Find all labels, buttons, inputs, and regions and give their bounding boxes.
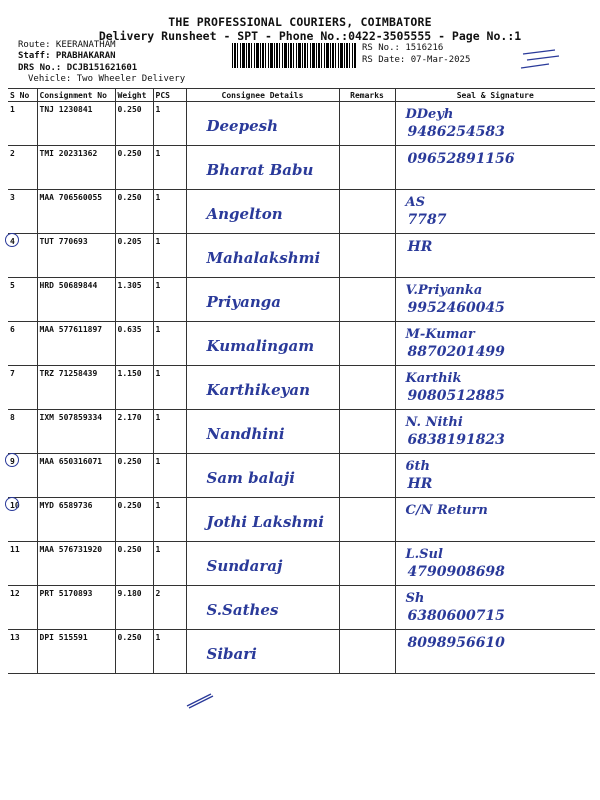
signature-handwriting: C/N Return xyxy=(405,503,488,518)
cell-consignee xyxy=(186,542,339,586)
cell-seal xyxy=(395,102,595,146)
phone-handwriting: 6380600715 xyxy=(407,608,505,624)
circle-mark xyxy=(5,497,19,511)
signature-handwriting: DDeyh xyxy=(405,107,454,122)
table-row xyxy=(8,102,595,146)
col-header-consignment: Consignment No xyxy=(37,89,115,102)
cell-pcs: 1 xyxy=(153,410,186,454)
signature-handwriting: V.Priyanka xyxy=(405,283,483,298)
col-header-weight: Weight xyxy=(115,89,153,102)
consignee-handwriting: Sibari xyxy=(206,645,257,663)
phone-handwriting: HR xyxy=(407,239,433,255)
phone-handwriting: 9952460045 xyxy=(407,300,505,316)
cell-weight: 1.150 xyxy=(115,366,153,410)
cell-remarks xyxy=(339,542,395,586)
cell-consignment: MAA 576731920 xyxy=(37,542,115,586)
phone-handwriting: 6838191823 xyxy=(407,432,505,448)
cell-sno: 9 xyxy=(8,454,37,498)
cell-sno: 1 xyxy=(8,102,37,146)
cell-seal xyxy=(395,498,595,542)
cell-remarks xyxy=(339,366,395,410)
consignee-handwriting: Karthikeyan xyxy=(206,381,310,399)
cell-pcs: 1 xyxy=(153,102,186,146)
consignee-handwriting: Priyanga xyxy=(206,293,281,311)
cell-weight: 9.180 xyxy=(115,586,153,630)
cell-seal xyxy=(395,542,595,586)
cell-consignee xyxy=(186,190,339,234)
col-header-seal: Seal & Signature xyxy=(395,89,595,102)
cell-seal xyxy=(395,410,595,454)
cell-seal xyxy=(395,630,595,674)
barcode xyxy=(232,43,356,68)
cell-weight: 0.250 xyxy=(115,542,153,586)
table-row xyxy=(8,322,595,366)
table-row xyxy=(8,630,595,674)
cell-pcs: 1 xyxy=(153,278,186,322)
table-row xyxy=(8,366,595,410)
phone-handwriting: 8870201499 xyxy=(407,344,505,360)
cell-weight: 0.250 xyxy=(115,102,153,146)
cell-remarks xyxy=(339,410,395,454)
cell-sno: 12 xyxy=(8,586,37,630)
phone-handwriting: 8098956610 xyxy=(407,635,505,651)
col-header-sno: S No xyxy=(8,89,37,102)
cell-seal xyxy=(395,366,595,410)
cell-weight: 1.305 xyxy=(115,278,153,322)
cell-weight: 0.250 xyxy=(115,498,153,542)
cell-remarks xyxy=(339,234,395,278)
cell-sno: 11 xyxy=(8,542,37,586)
cell-consignee xyxy=(186,322,339,366)
pen-scribble-mark xyxy=(515,46,565,76)
table-row xyxy=(8,190,595,234)
cell-consignment: HRD 50689844 xyxy=(37,278,115,322)
consignee-handwriting: Nandhini xyxy=(206,425,285,443)
consignee-handwriting: Sam balaji xyxy=(206,469,295,487)
consignee-handwriting: Angelton xyxy=(206,205,283,223)
table-row xyxy=(8,234,595,278)
cell-sno: 13 xyxy=(8,630,37,674)
signature-handwriting: Sh xyxy=(405,591,425,606)
phone-handwriting: 9486254583 xyxy=(407,124,505,140)
cell-weight: 0.250 xyxy=(115,630,153,674)
table-row xyxy=(8,586,595,630)
cell-weight: 0.250 xyxy=(115,190,153,234)
consignee-handwriting: Bharat Babu xyxy=(206,161,314,179)
cell-consignment: IXM 507859334 xyxy=(37,410,115,454)
signature-handwriting: L.Sul xyxy=(405,547,443,562)
phone-handwriting: HR xyxy=(407,476,433,492)
signature-handwriting: 6th xyxy=(405,459,431,474)
runsheet-table xyxy=(8,88,595,674)
cell-remarks xyxy=(339,454,395,498)
consignee-handwriting: Kumalingam xyxy=(206,337,315,355)
cell-remarks xyxy=(339,322,395,366)
cell-seal xyxy=(395,278,595,322)
table-row xyxy=(8,146,595,190)
circle-mark xyxy=(5,453,19,467)
cell-consignment: MAA 706560055 xyxy=(37,190,115,234)
cell-consignment: TRZ 71258439 xyxy=(37,366,115,410)
cell-remarks xyxy=(339,586,395,630)
cell-pcs: 1 xyxy=(153,322,186,366)
cell-consignee xyxy=(186,630,339,674)
cell-consignee xyxy=(186,366,339,410)
table-row xyxy=(8,498,595,542)
cell-sno: 10 xyxy=(8,498,37,542)
phone-handwriting: 4790908698 xyxy=(407,564,505,580)
phone-handwriting: 09652891156 xyxy=(407,151,515,167)
cell-consignment: TUT 770693 xyxy=(37,234,115,278)
circle-mark xyxy=(5,233,19,247)
cell-seal xyxy=(395,586,595,630)
cell-consignment: TMI 20231362 xyxy=(37,146,115,190)
cell-consignment: MAA 650316071 xyxy=(37,454,115,498)
cell-consignment: MYD 6589736 xyxy=(37,498,115,542)
cell-pcs: 1 xyxy=(153,542,186,586)
table-header-row xyxy=(8,89,595,102)
table-row xyxy=(8,410,595,454)
cell-seal xyxy=(395,322,595,366)
cell-remarks xyxy=(339,278,395,322)
table-row xyxy=(8,278,595,322)
consignee-handwriting: Sundaraj xyxy=(206,557,283,575)
cell-consignment: PRT 5170893 xyxy=(37,586,115,630)
cell-consignee xyxy=(186,498,339,542)
rs-number: RS No.: 1516216 xyxy=(362,43,444,53)
cell-sno: 8 xyxy=(8,410,37,454)
cell-pcs: 1 xyxy=(153,146,186,190)
cell-weight: 0.635 xyxy=(115,322,153,366)
cell-weight: 0.205 xyxy=(115,234,153,278)
cell-sno: 6 xyxy=(8,322,37,366)
cell-pcs: 1 xyxy=(153,454,186,498)
cell-remarks xyxy=(339,146,395,190)
document-subtitle: Delivery Runsheet - SPT - Phone No.:0422-3505555 - Page No.:1 xyxy=(98,29,522,43)
cell-consignee xyxy=(186,234,339,278)
cell-seal xyxy=(395,454,595,498)
cell-weight: 0.250 xyxy=(115,146,153,190)
cell-consignee xyxy=(186,454,339,498)
cell-pcs: 1 xyxy=(153,366,186,410)
cell-sno: 3 xyxy=(8,190,37,234)
cell-sno: 2 xyxy=(8,146,37,190)
cell-remarks xyxy=(339,630,395,674)
col-header-pcs: PCS xyxy=(153,89,186,102)
cell-seal xyxy=(395,146,595,190)
signature-handwriting: N. Nithi xyxy=(405,415,463,430)
cell-consignee xyxy=(186,410,339,454)
consignee-handwriting: Mahalakshmi xyxy=(206,249,321,267)
signature-handwriting: M-Kumar xyxy=(405,327,475,342)
cell-consignment: MAA 577611897 xyxy=(37,322,115,366)
col-header-consignee: Consignee Details xyxy=(186,89,339,102)
phone-handwriting: 7787 xyxy=(407,212,447,228)
consignee-handwriting: Jothi Lakshmi xyxy=(206,513,324,531)
cell-sno: 4 xyxy=(8,234,37,278)
consignee-handwriting: Deepesh xyxy=(206,117,278,135)
cell-pcs: 1 xyxy=(153,498,186,542)
cell-seal xyxy=(395,234,595,278)
cell-remarks xyxy=(339,190,395,234)
cell-consignment: TNJ 1230841 xyxy=(37,102,115,146)
cell-weight: 0.250 xyxy=(115,454,153,498)
cell-consignment: DPI 515591 xyxy=(37,630,115,674)
drs-line: DRS No.: DCJB151621601 xyxy=(18,63,138,73)
cell-pcs: 1 xyxy=(153,190,186,234)
cell-weight: 2.170 xyxy=(115,410,153,454)
cell-pcs: 2 xyxy=(153,586,186,630)
signature-handwriting: AS xyxy=(405,195,425,210)
cell-consignee xyxy=(186,102,339,146)
signature-handwriting: Karthik xyxy=(405,371,462,386)
rs-date: RS Date: 07-Mar-2025 xyxy=(362,55,471,65)
col-header-remarks: Remarks xyxy=(339,89,395,102)
vehicle-line: Vehicle: Two Wheeler Delivery xyxy=(28,74,186,84)
phone-handwriting: 9080512885 xyxy=(407,388,505,404)
table-row xyxy=(8,542,595,586)
cell-consignee xyxy=(186,146,339,190)
cell-seal xyxy=(395,190,595,234)
cell-remarks xyxy=(339,102,395,146)
consignee-handwriting: S.Sathes xyxy=(206,601,279,619)
pen-stroke-mark xyxy=(185,690,215,710)
table-row xyxy=(8,454,595,498)
cell-pcs: 1 xyxy=(153,630,186,674)
document-title: THE PROFESSIONAL COURIERS, COIMBATORE xyxy=(168,15,432,29)
cell-consignee xyxy=(186,278,339,322)
cell-pcs: 1 xyxy=(153,234,186,278)
route-line: Route: KEERANATHAM xyxy=(18,40,116,50)
cell-sno: 5 xyxy=(8,278,37,322)
cell-remarks xyxy=(339,498,395,542)
cell-consignee xyxy=(186,586,339,630)
staff-line: Staff: PRABHAKARAN xyxy=(18,51,116,61)
cell-sno: 7 xyxy=(8,366,37,410)
